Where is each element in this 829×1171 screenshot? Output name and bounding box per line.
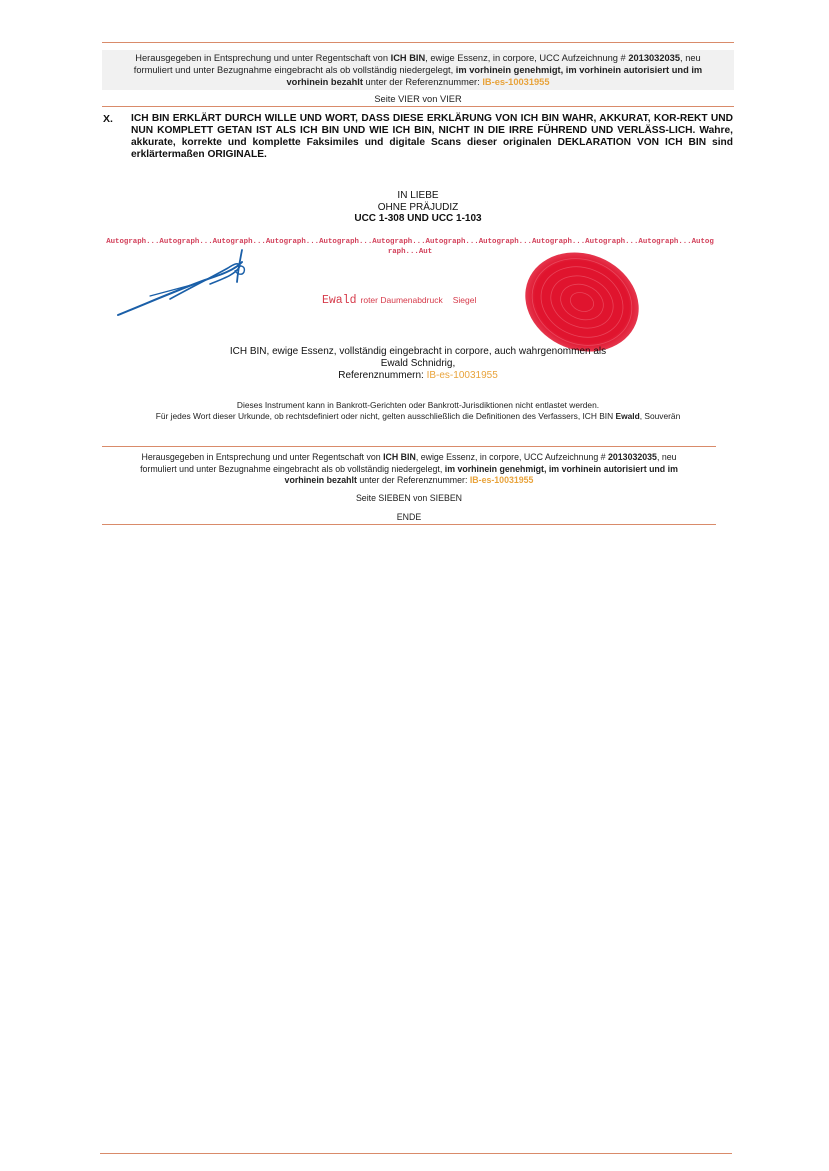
header-banner [102, 50, 734, 90]
footer-top-rule [102, 446, 716, 447]
declaration-caps: ICH BIN ERKLÄRT DURCH WILLE UND WORT, DASS DIESE ERKLÄRUNG VON ICH BIN WAHR, AKKURAT, KOR-REKT UND NUN KOMPLETT GETAN IST ALS ICH BIN UND WIE ICH BIN, NICHT IN DIE IRRE FÜHREND UND VERLÄSS-LICH. [131, 113, 733, 136]
notice-line-2: Für jedes Wort dieser Urkunde, ob rechtsdefiniert oder nicht, gelten ausschließlich die Definitionen des Verfassers, ICH BIN Ewald, Souverän [155, 411, 681, 421]
header-reference-number: IB-es-10031955 [482, 77, 550, 87]
closing-line-1: IN LIEBE [397, 190, 439, 201]
header-top-rule [102, 42, 734, 43]
footer-line-1: Herausgegeben in Entsprechung und unter Regentschaft von ICH BIN, ewige Essenz, in corpore, UCC Aufzeichnung # 2013032035, neu [141, 452, 677, 462]
header-page-label: Seite VIER von VIER [374, 94, 462, 104]
declaration-text [131, 113, 733, 161]
header-bottom-rule [102, 106, 734, 107]
footer-line-2: formuliert und unter Bezugnahme eingebracht als ob vollständig niedergelegt, im vorhinein genehmigt, im vorhinein autorisiert und im [140, 463, 678, 474]
closing-line-2: OHNE PRÄJUDIZ [377, 201, 459, 213]
footer-banner [102, 452, 716, 487]
identity-block [102, 346, 734, 382]
footer-line-3: vorhinein bezahlt unter der Referenznummer: IB-es-10031955 [284, 475, 534, 485]
seal-name: Ewald [322, 294, 357, 307]
footer-reference-number: IB-es-10031955 [469, 475, 534, 485]
header-line-2: formuliert und unter Bezugnahme eingebracht als ob vollständig niedergelegt, im vorhinein genehmigt, im vorhinein autorisiert und im [133, 65, 703, 75]
identity-line-3: Referenznummern: IB-es-10031955 [338, 370, 498, 381]
footer-page-label: Seite SIEBEN von SIEBEN [355, 493, 463, 503]
closing-block [102, 190, 734, 225]
red-thumbprint [520, 248, 645, 358]
header-line-1: Herausgegeben in Entsprechung und unter Regentschaft von ICH BIN, ewige Essenz, in corpore, UCC Aufzeichnung # 2013032035, neu [135, 53, 701, 63]
footer-end-label: ENDE [396, 512, 422, 522]
page-bottom-rule [100, 1153, 732, 1154]
declaration-number: X. [103, 113, 113, 125]
identity-line-1: ICH BIN, ewige Essenz, vollständig eingebracht in corpore, auch wahrgenommen als [229, 346, 607, 357]
seal-line [322, 294, 476, 307]
autograph-line: Autograph...Autograph...Autograph...Autograph...Autograph...Autograph...Autograph...Autograph...Autograph...Autograph...Autograph...Autograph...Aut [106, 238, 714, 256]
thumbprint-label: roter Daumenabdruck [360, 295, 443, 305]
seal-label: Siegel [452, 295, 477, 305]
declaration-mixed: Wahre, akkurate, korrekte und komplette Faksimiles und digitale Scans dieser originalen DEKLARATION VON ICH BIN sind erklärtermaßen ORIGINALE. [131, 125, 733, 160]
header-line-3: vorhinein bezahlt unter der Referenznummer: IB-es-10031955 [286, 77, 550, 87]
identity-reference-number: IB-es-10031955 [426, 370, 498, 381]
footer-bottom-rule [102, 524, 716, 525]
notice-line-1: Dieses Instrument kann in Bankrott-Gerichten oder Bankrott-Jurisdiktionen nicht entlastet werden. [236, 400, 600, 410]
identity-line-2: Ewald Schnidrig, [380, 358, 456, 369]
notice-block [102, 400, 734, 422]
closing-line-3: UCC 1-308 UND UCC 1-103 [354, 213, 482, 224]
handwritten-signature [110, 244, 260, 324]
